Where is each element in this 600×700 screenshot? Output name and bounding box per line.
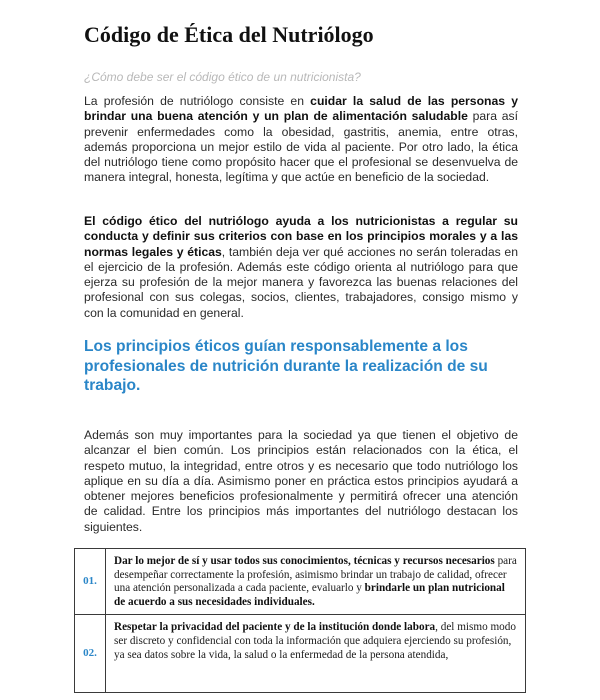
subtitle-question: ¿Cómo debe ser el código ético de un nutricionista? [84,70,361,84]
principle-bold-end: brindarle un plan nutricional de acuerdo a sus necesidades individuales. [114,582,505,608]
highlight-statement: Los principios éticos guían responsablemente a los profesionales de nutrición durante la realización de su trabajo. [84,338,488,394]
principles-table [74,548,526,693]
principle-number: 02. [75,615,106,693]
paragraph-profession-bold: cuidar la salud de las personas y brindar una buena atención y un plan de alimentación saludable [84,94,518,124]
paragraph-profession-intro: La profesión de nutriólogo consiste en [84,94,311,108]
principle-middle: para desempeñar correctamente la profesión, asimismo brindar un trabajo de calidad, ofrecer una atención personalizada a cada paciente, evaluarlo y [114,555,517,595]
principle-bold-start: Dar lo mejor de sí y usar todos sus conocimientos, técnicas y recursos necesarios [114,555,495,567]
principle-middle: , del mismo modo ser discreto y confidencial con toda la información que adquiera ejerciendo su profesión, ya sea datos sobre la vida, la salud o la enfermedad de la persona atendida, [114,621,516,661]
paragraph-ethics-code-bold: El código ético del nutriólogo ayuda a los nutricionistas a regular su conducta y definir sus criterios con base en los principios morales y a las normas legales y éticas [84,214,518,259]
paragraph-ethics-code [84,214,518,321]
paragraph-principles-intro: Además son muy importantes para la sociedad ya que tienen el objetivo de alcanzar el bien común. Los principios están relacionados con la ética, el respeto mutuo, la integridad, entre otros y es necesario que todo nutriólogo los aplique en su día a día. Asimismo poner en práctica estos principios ayudará a obtener mejores beneficios profesionalmente y permitirá ofrecer una atención de calidad. Entre los principios más importantes del nutriólogo destacan los siguientes. [84,428,518,534]
principle-row [75,549,526,615]
page-title: Código de Ética del Nutriólogo [84,22,374,47]
principle-number: 01. [75,549,106,615]
principle-description [106,549,526,615]
paragraph-ethics-code-rest: , también deja ver qué acciones no serán toleradas en el ejercicio de la profesión. Además este código orienta al nutriólogo para que ejerza su profesión de la mejor manera y favorezca las buenas relaciones del profesional con sus colegas, socios, clientes, trabajadores, consigo mismo y con la comunidad en general. [84,244,518,320]
principle-description [106,615,526,693]
paragraph-profession [84,94,518,186]
principle-row [75,615,526,693]
principle-bold-start: Respetar la privacidad del paciente y de la institución donde labora [114,621,436,634]
paragraph-profession-rest: para así prevenir enfermedades como la obesidad, gastritis, anemia, entre otras, además proporciona un mejor estilo de vida al paciente. Por otro lado, la ética del nutriólogo tiene como propósito hacer que el profesional se desenvuelva de manera integral, honesta, legítima y que actúe en beneficio de la sociedad. [84,109,518,185]
